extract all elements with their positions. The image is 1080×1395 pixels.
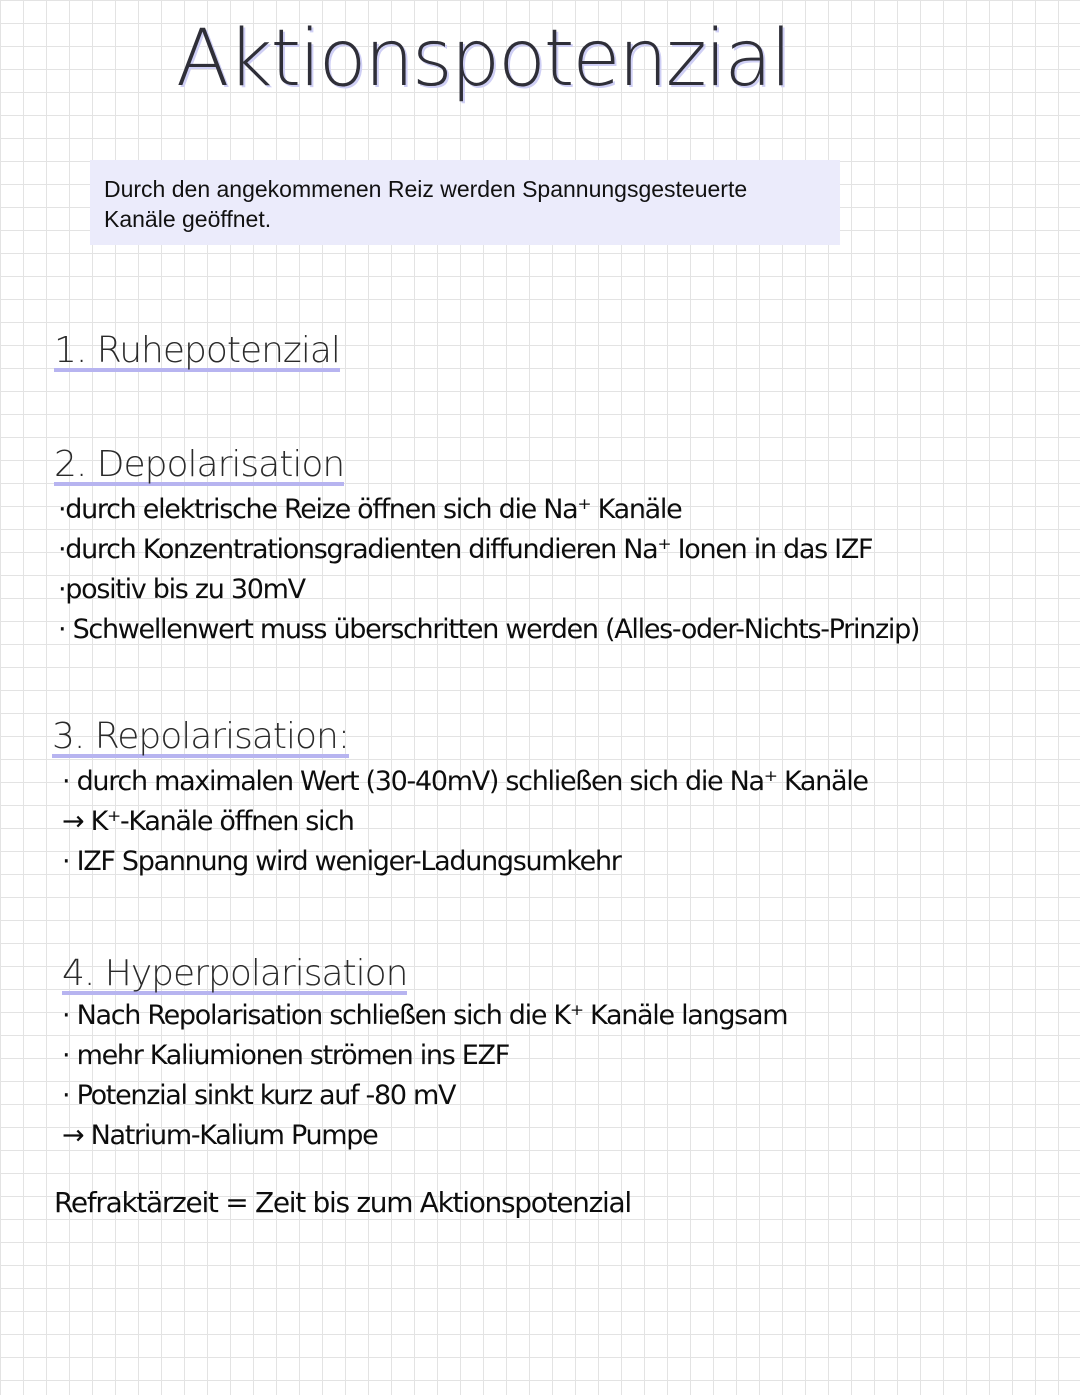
list-item: · mehr Kaliumionen strömen ins EZF [62, 1040, 509, 1071]
refraktaerzeit-note: Refraktärzeit = Zeit bis zum Aktionspotenzial [54, 1186, 631, 1219]
heading-hyperpolarisation: 4. Hyperpolarisation [62, 953, 408, 994]
list-item: · Potenzial sinkt kurz auf -80 mV [62, 1080, 456, 1111]
list-item: · durch maximalen Wert (30-40mV) schließen sich die Na⁺ Kanäle [62, 766, 868, 797]
list-item: ·positiv bis zu 30mV [58, 574, 305, 605]
list-item: · Schwellenwert muss überschritten werden (Alles-oder-Nichts-Prinzip) [58, 614, 920, 645]
intro-box [90, 160, 840, 245]
depolarisation-list [58, 490, 919, 650]
repolarisation-list [62, 762, 868, 882]
hyperpolarisation-list [62, 996, 787, 1156]
list-item: · IZF Spannung wird weniger-Ladungsumkehr [62, 846, 621, 877]
heading-depolarisation: 2. Depolarisation [54, 444, 345, 485]
intro-text: Durch den angekommenen Reiz werden Spannungsgesteuerte Kanäle geöffnet. [104, 176, 748, 232]
heading-repolarisation: 3. Repolarisation: [52, 716, 349, 757]
list-item: ·durch elektrische Reize öffnen sich die Na⁺ Kanäle [58, 494, 682, 525]
list-item: → K⁺-Kanäle öffnen sich [62, 806, 354, 837]
list-item: · Nach Repolarisation schließen sich die K⁺ Kanäle langsam [62, 1000, 788, 1031]
heading-ruhepotenzial: 1. Ruhepotenzial [54, 330, 340, 371]
page-title: Aktionspotenzial [176, 14, 790, 104]
list-item: ·durch Konzentrationsgradienten diffundieren Na⁺ Ionen in das IZF [58, 534, 873, 565]
list-item: → Natrium-Kalium Pumpe [62, 1120, 378, 1151]
